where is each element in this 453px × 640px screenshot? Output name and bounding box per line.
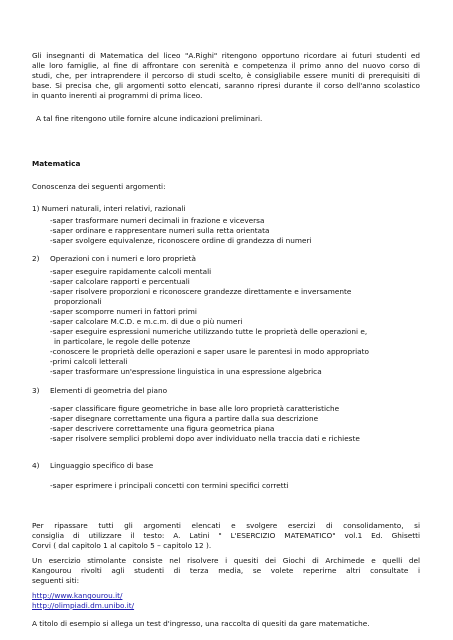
closing-text: A titolo di esempio si allega un test d'ingresso, una raccolta di quesiti da gare matematiche. [32, 619, 370, 628]
olimpiadi-link[interactable]: http://olimpiadi.dm.unibo.it/ [32, 601, 135, 610]
topic-item: -saper descrivere correttamente una figura geometrica piana [50, 424, 275, 433]
topic-item: -saper trasformare numeri decimali in frazione e viceversa [50, 216, 265, 225]
topic-item: -saper ordinare e rappresentare numeri sulla retta orientata [50, 226, 270, 235]
topic-number: 3) [32, 386, 40, 395]
section-title: Matematica [32, 159, 81, 168]
topic-item: -saper calcolare M.C.D. e m.c.m. di due o più numeri [50, 317, 243, 326]
topic-item: in particolare, le regole delle potenze [54, 337, 191, 346]
review-line: Corvi ( dal capitolo 1 al capitolo 5 – capitolo 12 ). [32, 541, 212, 550]
topic-number: 2) [32, 254, 40, 263]
intro-line: in quanto inerenti ai programmi di prima liceo. [32, 91, 203, 100]
topic-title: Linguaggio specifico di base [50, 461, 154, 470]
topic-item: -saper classificare figure geometriche in base alle loro proprietà caratteristiche [50, 404, 340, 413]
topic-item: -saper trasformare un'espressione linguistica in una espressione algebrica [50, 367, 322, 376]
topic-item: -saper eseguire espressioni numeriche utilizzando tutte le proprietà delle operazioni e, [50, 327, 368, 336]
intro-line: alle loro famiglie, al fine di affrontare con serenità e competenza il primo anno del nuovo corso di [32, 61, 420, 70]
exercise-line: Un esercizio stimolante consiste nel risolvere i quesiti dei Giochi di Archimede e quelli del [32, 556, 420, 565]
topic-item: -saper eseguire rapidamente calcoli mentali [50, 267, 212, 276]
topic-item: -saper risolvere proporzioni e riconoscere grandezze direttamente e inversamente [50, 287, 352, 296]
topic-title: Elementi di geometria del piano [50, 386, 168, 395]
topic-title: 1) Numeri naturali, interi relativi, razionali [32, 204, 186, 213]
exercise-line: Kangourou rivolti agli studenti di terza media, se volete reperirne altri consultate i [32, 566, 420, 575]
topic-title: Operazioni con i numeri e loro proprietà [50, 254, 196, 263]
indications-text: A tal fine ritengono utile fornire alcune indicazioni preliminari. [36, 114, 263, 123]
topic-item: proporzionali [54, 297, 102, 306]
intro-line: studi, che, per intraprendere il percorso di studi scelto, è consigliabile essere muniti di prerequisiti di [32, 71, 420, 80]
topic-item: -primi calcoli letterali [50, 357, 128, 366]
topic-item: -conoscere le proprietà delle operazioni e saper usare le parentesi in modo appropriato [50, 347, 369, 356]
knowledge-intro: Conoscenza dei seguenti argomenti: [32, 182, 166, 191]
topic-item: -saper disegnare correttamente una figura a partire dalla sua descrizione [50, 414, 319, 423]
topic-item: -saper esprimere i principali concetti con termini specifici corretti [50, 481, 289, 490]
topic-item: -saper scomporre numeri in fattori primi [50, 307, 197, 316]
topic-number: 4) [32, 461, 40, 470]
intro-line: Gli insegnanti di Matematica del liceo "A.Righi" ritengono opportuno ricordare ai futuri studenti ed [32, 51, 420, 60]
topic-item: -saper svolgere equivalenze, riconoscere ordine di grandezza di numeri [50, 236, 312, 245]
intro-line: base. Si precisa che, gli argomenti sotto elencati, saranno ripresi durante il corso dell'anno scolastico [32, 81, 420, 90]
kangourou-link[interactable]: http://www.kangourou.it/ [32, 591, 123, 600]
review-line: Per ripassare tutti gli argomenti elencati e svolgere esercizi di consolidamento, si [32, 521, 420, 530]
exercise-line: seguenti siti: [32, 576, 80, 585]
topic-item: -saper calcolare rapporti e percentuali [50, 277, 190, 286]
topic-item: -saper risolvere semplici problemi dopo aver individuato nella traccia dati e richieste [50, 434, 360, 443]
review-line: consiglia di utilizzare il testo: A. Latini " L'ESERCIZIO MATEMATICO" vol.1 Ed. Ghisetti [32, 531, 420, 540]
